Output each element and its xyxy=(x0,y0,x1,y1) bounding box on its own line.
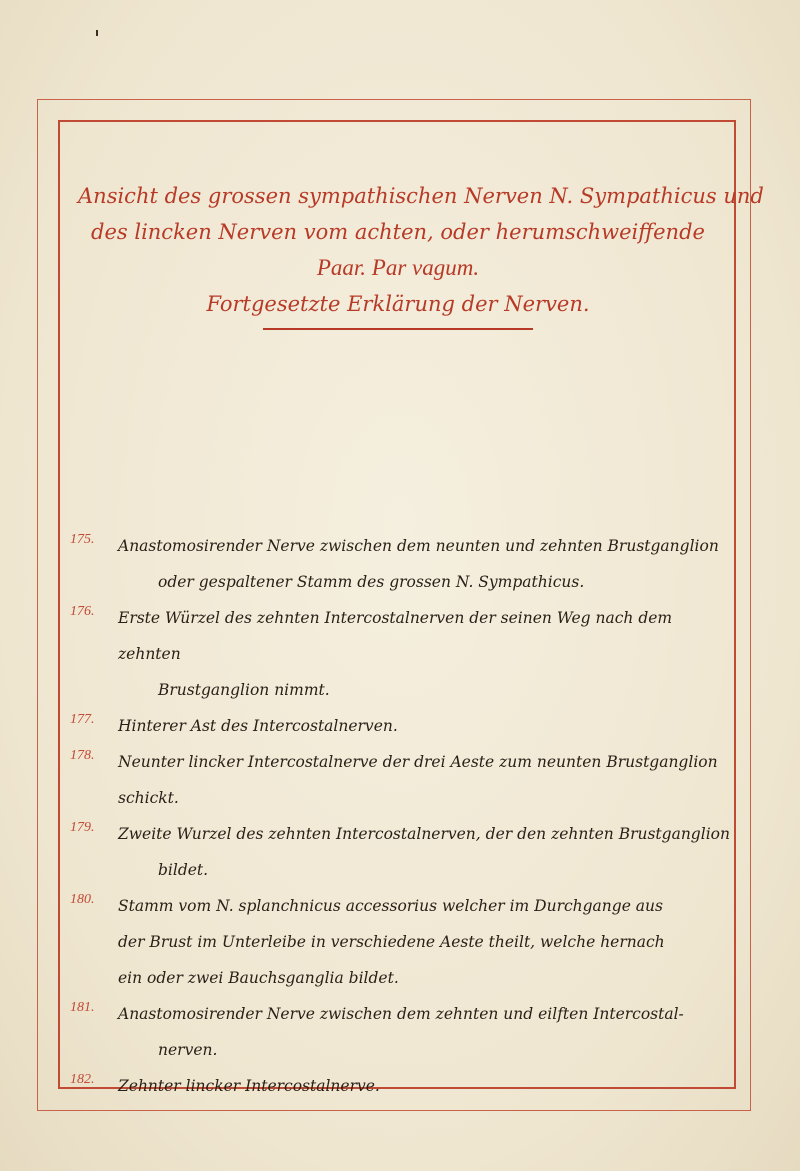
entry-text: Anastomosirender Nerve zwischen dem neunten und zehnten Brustganglion xyxy=(118,537,719,555)
entry-text: Stamm vom N. splanchnicus accessorius welcher im Durchgange aus xyxy=(118,897,663,915)
entry-continuation: bildet. xyxy=(158,861,209,879)
entry-text: Neunter lincker Intercostalnerve der drei Aeste zum neunten Brustganglion schickt. xyxy=(118,753,718,807)
legend-entry xyxy=(70,708,730,744)
legend-entry xyxy=(70,528,730,600)
ink-speck xyxy=(96,30,98,36)
entry-number: 175. xyxy=(70,532,95,547)
heading-line-3: Paar. Par vagum. xyxy=(316,255,480,280)
entry-continuation: oder gespaltener Stamm des grossen N. Sympathicus. xyxy=(158,573,585,591)
entry-number: 179. xyxy=(70,820,95,835)
entry-text: Zehnter lincker Intercostalnerve. xyxy=(118,1077,380,1095)
heading-line-4: Fortgesetzte Erklärung der Nerven. xyxy=(206,292,590,316)
entry-text: Zweite Wurzel des zehnten Intercostalnerven, der den zehnten Brustganglion xyxy=(118,825,730,843)
entry-text: Anastomosirender Nerve zwischen dem zehnten und eilften Intercostal- xyxy=(118,1005,684,1023)
entry-continuation: ein oder zwei Bauchsganglia bildet. xyxy=(118,969,399,987)
page-heading xyxy=(78,178,764,330)
legend-entry xyxy=(70,744,730,816)
legend-entry xyxy=(70,888,730,996)
legend-entry xyxy=(70,1068,730,1104)
entry-continuation: nerven. xyxy=(158,1041,218,1059)
heading-line-1: Ansicht des grossen sympathischen Nerven N. Sympathicus und xyxy=(78,184,764,208)
heading-line-2: des lincken Nerven vom achten, oder herumschweiffende xyxy=(91,220,705,244)
entry-continuation: Brustganglion nimmt. xyxy=(158,681,330,699)
entry-number: 177. xyxy=(70,712,95,727)
entry-number: 176. xyxy=(70,604,95,619)
entry-text: Erste Würzel des zehnten Intercostalnerven der seinen Weg nach dem zehnten xyxy=(118,609,673,663)
entry-number: 178. xyxy=(70,748,95,763)
legend-entries xyxy=(70,528,730,1104)
entry-number: 180. xyxy=(70,892,95,907)
entry-number: 182. xyxy=(70,1072,95,1087)
entry-text: Hinterer Ast des Intercostalnerven. xyxy=(118,717,398,735)
legend-entry xyxy=(70,816,730,888)
heading-underline xyxy=(263,328,533,330)
entry-continuation: der Brust im Unterleibe in verschiedene Aeste theilt, welche hernach xyxy=(118,933,665,951)
legend-entry xyxy=(70,600,730,708)
legend-entry xyxy=(70,996,730,1068)
entry-number: 181. xyxy=(70,1000,95,1015)
